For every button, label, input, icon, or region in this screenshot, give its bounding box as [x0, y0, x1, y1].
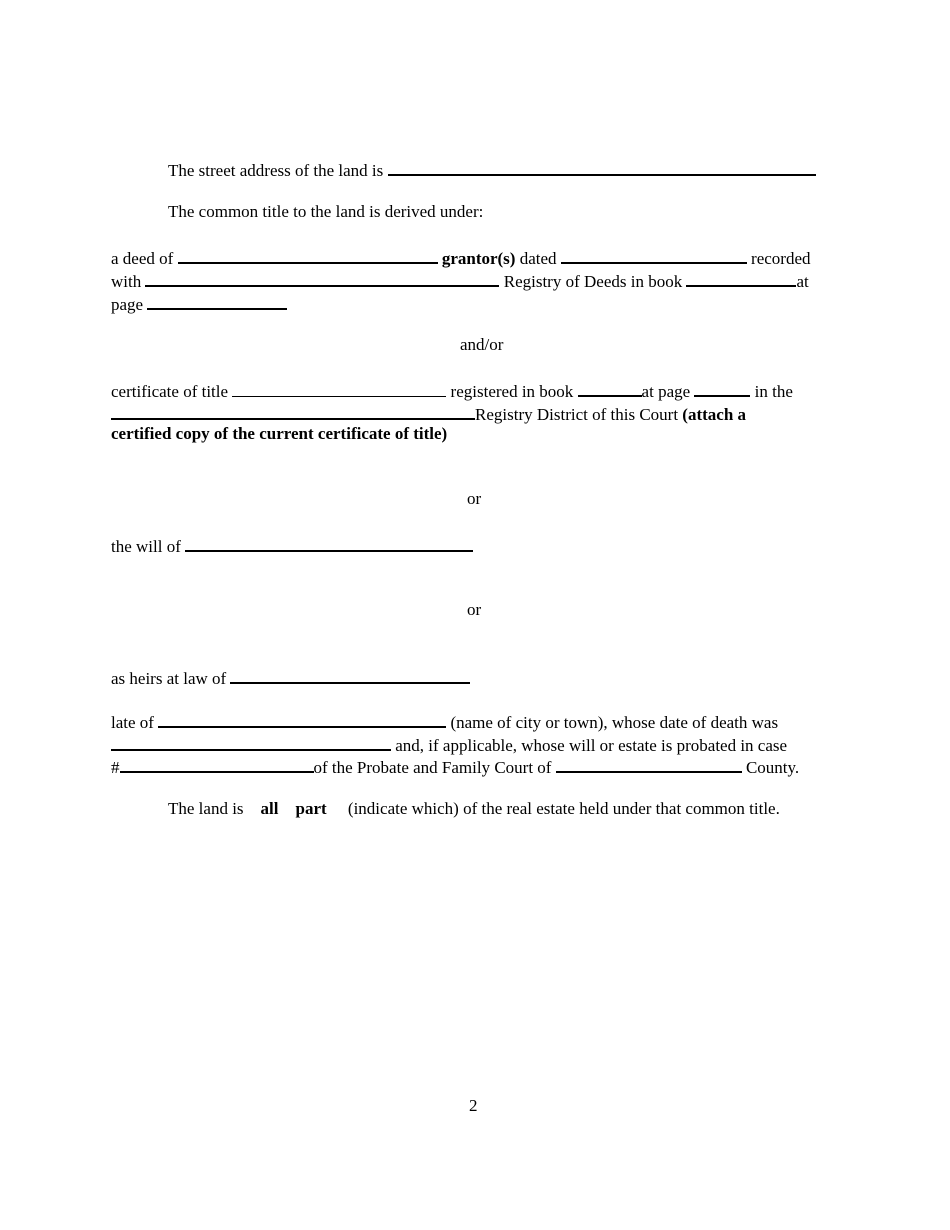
certificate-prefix: certificate of title — [111, 382, 229, 401]
land-all-option[interactable]: all — [260, 799, 279, 818]
and-or-text: and/or — [460, 335, 504, 354]
certificate-registered-label: registered in book — [450, 382, 574, 401]
late-probated-label: and, if applicable, whose will or estate is probated in case — [395, 736, 788, 755]
deed-registry-field[interactable] — [145, 269, 499, 287]
late-row-2 — [111, 733, 787, 753]
certificate-attach-label: (attach a — [682, 405, 747, 424]
land-part-option[interactable]: part — [295, 799, 327, 818]
deed-dated-label: dated — [519, 249, 557, 268]
certificate-row-2 — [111, 402, 746, 422]
late-row-1 — [111, 710, 778, 730]
late-hash-label: # — [111, 758, 120, 777]
deed-book-field[interactable] — [686, 269, 796, 287]
or-text-1: or — [467, 489, 482, 508]
late-death-date-field[interactable] — [111, 733, 391, 751]
heirs-row — [111, 666, 470, 686]
certificate-page-field[interactable] — [694, 379, 750, 397]
late-county-field[interactable] — [556, 755, 742, 773]
late-name-city-label: (name of city or town), whose date of death was — [450, 713, 779, 732]
land-prefix: The land is — [168, 799, 244, 818]
deed-row-3 — [111, 292, 287, 312]
heirs-prefix: as heirs at law of — [111, 669, 227, 688]
certificate-at-page-label: at page — [641, 382, 691, 401]
certificate-registry-label: Registry District of this Court — [475, 405, 679, 424]
certificate-attach-rest: certified copy of the current certificate of title) — [111, 424, 448, 443]
deed-recorded-label: recorded — [751, 249, 811, 268]
late-probate-court-label: of the Probate and Family Court of — [313, 758, 552, 777]
deed-grantor-field[interactable] — [178, 246, 438, 264]
street-address-row — [168, 158, 816, 178]
street-address-label: The street address of the land is — [168, 161, 384, 180]
deed-at-label: at — [796, 272, 809, 291]
late-case-number-field[interactable] — [120, 755, 314, 773]
deed-page-label: page — [111, 295, 144, 314]
deed-row-1 — [111, 246, 811, 266]
deed-row-2 — [111, 269, 809, 289]
late-county-label: County. — [745, 758, 800, 777]
common-title-text: The common title to the land is derived under: — [168, 202, 484, 221]
certificate-registry-field[interactable] — [111, 402, 475, 420]
heirs-name-field[interactable] — [230, 666, 470, 684]
certificate-number-field[interactable] — [232, 380, 446, 397]
land-suffix: (indicate which) of the real estate held under that common title. — [347, 799, 780, 818]
late-row-3 — [111, 755, 799, 775]
will-name-field[interactable] — [185, 534, 473, 552]
deed-with-label: with — [111, 272, 142, 291]
certificate-book-field[interactable] — [578, 379, 642, 397]
land-row — [168, 799, 780, 819]
late-prefix: late of — [111, 713, 154, 732]
page-number: 2 — [469, 1096, 478, 1115]
will-prefix: the will of — [111, 537, 181, 556]
certificate-row-1 — [111, 379, 793, 399]
street-address-field[interactable] — [388, 158, 816, 176]
certificate-in-the-label: in the — [754, 382, 793, 401]
deed-grantors-label: grantor(s) — [441, 249, 516, 268]
deed-page-field[interactable] — [147, 292, 287, 310]
will-row — [111, 534, 473, 554]
late-city-field[interactable] — [158, 710, 446, 728]
or-text-2: or — [467, 600, 482, 619]
deed-date-field[interactable] — [561, 246, 747, 264]
deed-prefix: a deed of — [111, 249, 174, 268]
deed-registry-label: Registry of Deeds in book — [503, 272, 683, 291]
